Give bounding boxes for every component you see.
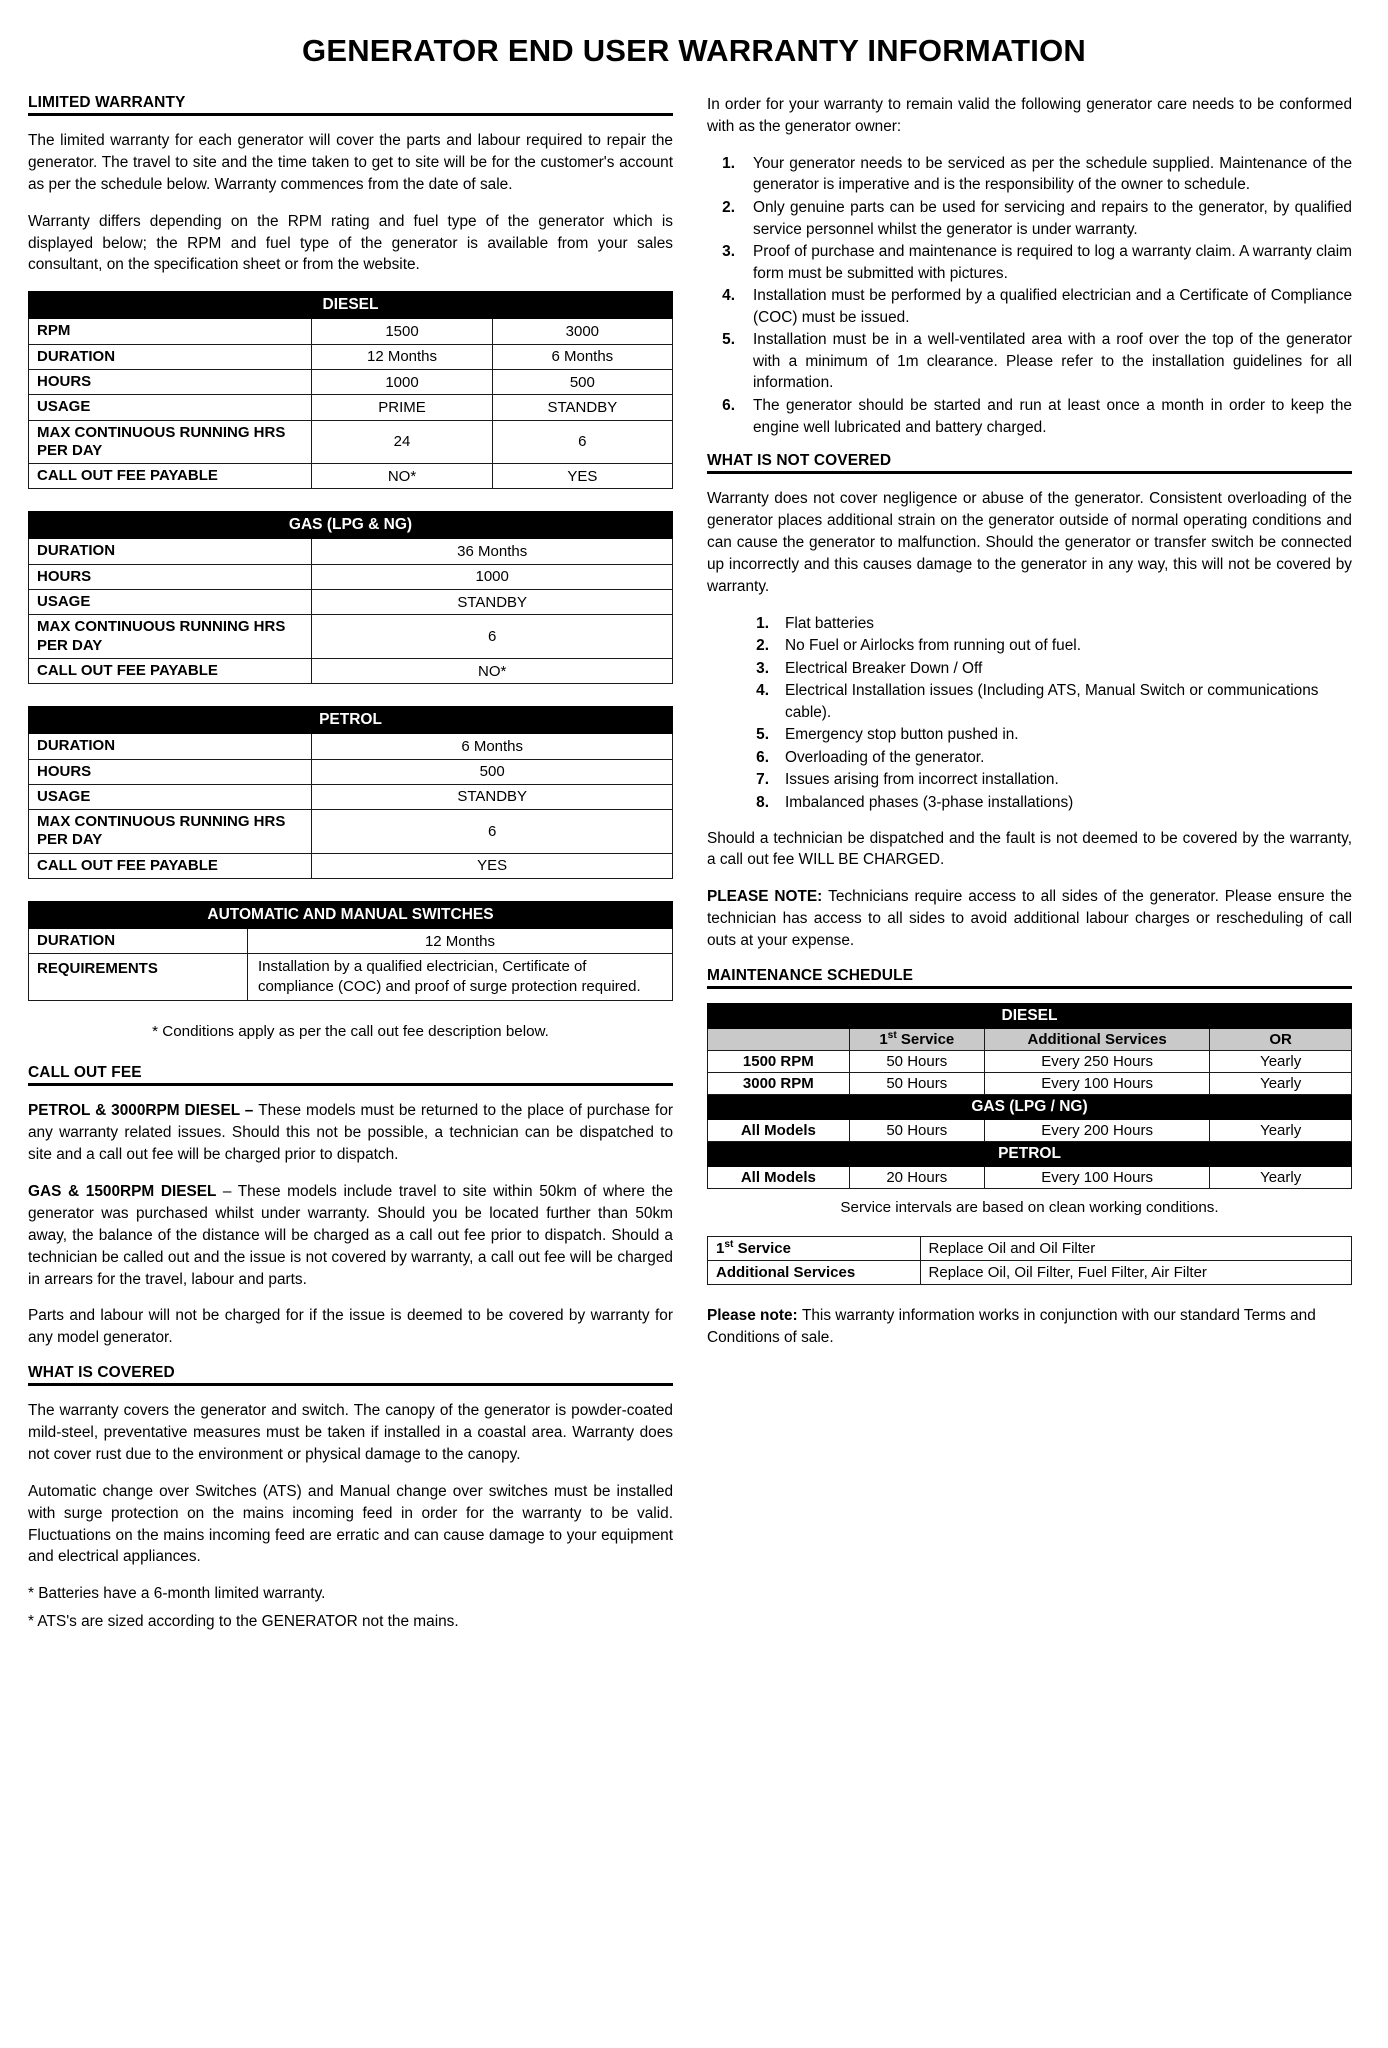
row-label: MAX CONTINUOUS RUNNING HRS PER DAY	[29, 615, 312, 659]
row-label: USAGE	[29, 590, 312, 615]
conditions-footnote: * Conditions apply as per the call out fee description below.	[152, 1023, 549, 1041]
row-label: USAGE	[29, 784, 312, 809]
list-item	[743, 747, 1352, 769]
list-text: Issues arising from incorrect installation.	[785, 771, 1059, 789]
row-label: 1500 RPM	[708, 1050, 850, 1072]
final-note-lead: Please note:	[707, 1306, 802, 1324]
section-divider	[28, 1383, 673, 1386]
table-row	[29, 615, 673, 659]
gas-table-header: GAS (LPG & NG)	[29, 512, 673, 539]
list-number: 6.	[722, 397, 735, 415]
list-number: 3.	[722, 243, 735, 261]
table-row	[29, 590, 673, 615]
petrol-table-header: PETROL	[29, 707, 673, 734]
row-value-3000: YES	[492, 464, 672, 489]
list-text: Electrical Breaker Down / Off	[785, 659, 983, 677]
two-column-layout	[28, 94, 1360, 1633]
cell-additional-services: Every 250 Hours	[984, 1050, 1209, 1072]
table-band-row	[708, 1003, 1352, 1028]
list-text: Proof of purchase and maintenance is required to log a warranty claim. A warranty claim form must be submitted with pictures.	[753, 243, 1352, 282]
call-out-fee-paragraph-1	[28, 1100, 673, 1166]
table-row	[708, 1050, 1352, 1072]
table-row	[29, 954, 673, 1001]
table-row	[29, 853, 673, 878]
row-label: HOURS	[29, 369, 312, 394]
band-petrol: PETROL	[708, 1141, 1352, 1166]
subheader-first-service	[849, 1028, 984, 1050]
first-service-numeral: 1	[716, 1239, 725, 1257]
row-value-1500: 1500	[312, 319, 492, 344]
what-is-covered-paragraph-1: The warranty covers the generator and switch. The canopy of the generator is powder-coated mild-steel, preventative measures must be taken if installed in a coastal area. Warranty does not cover rust due to the environment or physical damage to the canopy.	[28, 1402, 673, 1463]
section-divider	[28, 1083, 673, 1086]
cell-or: Yearly	[1210, 1072, 1352, 1094]
row-value: YES	[312, 853, 673, 878]
table-band-row	[708, 1094, 1352, 1119]
cell-additional-services: Every 200 Hours	[984, 1119, 1209, 1141]
table-header-row	[29, 512, 673, 539]
section-heading-limited-warranty: LIMITED WARRANTY	[28, 94, 186, 112]
table-row	[29, 420, 673, 464]
row-label: MAX CONTINUOUS RUNNING HRS PER DAY	[29, 420, 312, 464]
generator-care-list	[707, 153, 1352, 438]
first-service-ordinal: st	[887, 1029, 897, 1041]
row-label: CALL OUT FEE PAYABLE	[29, 853, 312, 878]
right-column	[707, 94, 1352, 1349]
subheader-or: OR	[1210, 1028, 1352, 1050]
table-row	[29, 395, 673, 420]
table-row	[29, 734, 673, 759]
gas-spec-table	[28, 511, 673, 684]
list-number: 4.	[756, 682, 769, 700]
not-covered-paragraph-1: Warranty does not cover negligence or abuse of the generator. Consistent overloading of the generator places additional strain on the generator outside of normal operating conditions and can cause the generator to malfunction. Should the generator or transfer switch be connected up incorrectly and this causes damage to the generator in any way, this will not be covered by warranty.	[707, 490, 1352, 595]
table-row	[29, 784, 673, 809]
list-number: 7.	[756, 771, 769, 789]
table-row	[29, 928, 673, 953]
service-value-first: Replace Oil and Oil Filter	[920, 1236, 1351, 1260]
diesel-spec-table	[28, 291, 673, 489]
not-covered-list	[743, 613, 1352, 814]
first-service-word: Service	[733, 1239, 791, 1257]
cell-first-service: 20 Hours	[849, 1166, 984, 1188]
cell-or: Yearly	[1210, 1050, 1352, 1072]
row-label: 3000 RPM	[708, 1072, 850, 1094]
service-detail-table	[707, 1236, 1352, 1285]
row-value: 6	[312, 615, 673, 659]
table-subheader-row	[708, 1028, 1352, 1050]
row-value: 1000	[312, 564, 673, 589]
first-service-numeral: 1	[879, 1030, 888, 1048]
call-out-fee-paragraph-3: Parts and labour will not be charged for if the issue is deemed to be covered by warranty for any model generator.	[28, 1307, 673, 1347]
service-value-additional: Replace Oil, Oil Filter, Fuel Filter, Air Filter	[920, 1260, 1351, 1284]
section-divider	[707, 986, 1352, 989]
final-note-text: This warranty information works in conjunction with our standard Terms and Conditions of sale.	[707, 1306, 1316, 1346]
cell-additional-services: Every 100 Hours	[984, 1166, 1209, 1188]
service-intervals-note: Service intervals are based on clean working conditions.	[840, 1198, 1219, 1216]
cell-first-service: 50 Hours	[849, 1119, 984, 1141]
list-item	[743, 769, 1352, 791]
list-number: 6.	[756, 748, 769, 766]
row-label: DURATION	[29, 539, 312, 564]
row-label: HOURS	[29, 564, 312, 589]
list-text: Flat batteries	[785, 614, 874, 632]
list-text: Your generator needs to be serviced as per the schedule supplied. Maintenance of the generator is imperative and is the responsibility of the owner to schedule.	[753, 154, 1352, 194]
list-text: Overloading of the generator.	[785, 748, 985, 766]
list-item	[707, 395, 1352, 438]
table-row	[29, 344, 673, 369]
cell-or: Yearly	[1210, 1119, 1352, 1141]
section-heading-what-is-covered: WHAT IS COVERED	[28, 1364, 175, 1382]
list-text: Emergency stop button pushed in.	[785, 726, 1019, 744]
list-text: No Fuel or Airlocks from running out of fuel.	[785, 637, 1081, 655]
list-number: 2.	[722, 198, 735, 216]
cell-additional-services: Every 100 Hours	[984, 1072, 1209, 1094]
gas-diesel-lead: GAS & 1500RPM DIESEL	[28, 1183, 223, 1201]
table-row	[29, 464, 673, 489]
table-band-row	[708, 1141, 1352, 1166]
table-row	[29, 319, 673, 344]
section-heading-maintenance-schedule: MAINTENANCE SCHEDULE	[707, 966, 914, 984]
list-item	[743, 635, 1352, 657]
row-value: NO*	[312, 658, 673, 683]
not-covered-paragraph-3	[707, 886, 1352, 952]
list-item	[707, 241, 1352, 284]
list-text: Installation must be performed by a qualified electrician and a Certificate of Compliance (COC) must be issued.	[753, 287, 1352, 326]
table-row	[29, 369, 673, 394]
list-item	[743, 613, 1352, 635]
call-out-fee-paragraph-2	[28, 1181, 673, 1290]
limited-warranty-paragraph-1: The limited warranty for each generator will cover the parts and labour required to repair the generator. The travel to site and the time taken to get to site will be for the customer's account as per the schedule below. Warranty commences from the date of sale.	[28, 132, 673, 193]
list-number: 8.	[756, 794, 769, 812]
switches-spec-table	[28, 901, 673, 1001]
list-text: Imbalanced phases (3-phase installations)	[785, 794, 1074, 812]
please-note-text: Technicians require access to all sides of the generator. Please ensure the technician has access to all sides to avoid additional labour charges or rescheduling of call outs at your expense.	[707, 888, 1352, 950]
row-value: 36 Months	[312, 539, 673, 564]
list-number: 1.	[756, 614, 769, 632]
service-key-first	[708, 1236, 921, 1260]
list-item	[743, 792, 1352, 814]
page-title: GENERATOR END USER WARRANTY INFORMATION	[302, 33, 1086, 68]
what-is-covered-paragraph-2: Automatic change over Switches (ATS) and Manual change over switches must be installed with surge protection on the mains incoming feed in order for the warranty to be valid. Fluctuations on the mains incoming feed are erratic and can cause damage to your equipment and electrical appliances.	[28, 1482, 673, 1566]
diesel-table-header: DIESEL	[29, 292, 673, 319]
petrol-diesel-text: These models must be returned to the place of purchase for any warranty related issues. Should this not be possible, a technician can be dispatched to site and a call out fee will be charged prior to dispatch.	[28, 1102, 674, 1164]
band-gas: GAS (LPG / NG)	[708, 1094, 1352, 1119]
petrol-diesel-lead: PETROL & 3000RPM DIESEL –	[28, 1102, 259, 1120]
section-heading-what-is-not-covered: WHAT IS NOT COVERED	[707, 452, 892, 470]
table-row	[29, 810, 673, 854]
list-text: The generator should be started and run at least once a month in order to keep the engine well lubricated and battery charged.	[753, 397, 1352, 436]
row-value: 12 Months	[247, 928, 672, 953]
table-row	[708, 1119, 1352, 1141]
table-row	[708, 1260, 1352, 1284]
row-label: DURATION	[29, 928, 248, 953]
row-value-1500: PRIME	[312, 395, 492, 420]
list-number: 5.	[722, 331, 735, 349]
section-divider	[28, 113, 673, 116]
petrol-spec-table	[28, 706, 673, 879]
table-row	[29, 539, 673, 564]
row-label: DURATION	[29, 344, 312, 369]
table-row	[29, 658, 673, 683]
list-text: Electrical Installation issues (Including ATS, Manual Switch or communications cable).	[785, 682, 1319, 721]
list-item	[743, 658, 1352, 680]
list-text: Only genuine parts can be used for servicing and repairs to the generator, by qualified service personnel whilst the generator is under warranty.	[753, 198, 1352, 238]
row-value: 6 Months	[312, 734, 673, 759]
band-diesel: DIESEL	[708, 1003, 1352, 1028]
service-key-additional: Additional Services	[708, 1260, 921, 1284]
cell-first-service: 50 Hours	[849, 1072, 984, 1094]
first-service-ordinal: st	[724, 1238, 734, 1250]
list-number: 1.	[722, 154, 735, 172]
list-item	[707, 329, 1352, 394]
list-item	[707, 153, 1352, 196]
row-label: MAX CONTINUOUS RUNNING HRS PER DAY	[29, 810, 312, 854]
first-service-word: Service	[896, 1030, 955, 1048]
gas-diesel-text: – These models include travel to site within 50km of where the generator was purchased whilst under warranty. Should you be located further than 50km away, the balance of the distance will be charged as a call out fee prior to dispatch. Should a technician be called out and the issue is not covered by warranty, a call out fee will be charged in arrears for the travel, labour and parts.	[28, 1183, 673, 1288]
warranty-validity-intro: In order for your warranty to remain valid the following generator care needs to be conformed with as the generator owner:	[707, 96, 1352, 135]
subheader-blank	[708, 1028, 850, 1050]
list-item	[707, 285, 1352, 328]
list-number: 3.	[756, 659, 769, 677]
row-value-1500: 1000	[312, 369, 492, 394]
table-header-row	[29, 292, 673, 319]
final-note-paragraph	[707, 1305, 1352, 1349]
row-label: DURATION	[29, 734, 312, 759]
row-label: REQUIREMENTS	[29, 954, 248, 1001]
row-value-3000: 3000	[492, 319, 672, 344]
row-value: 6	[312, 810, 673, 854]
row-label: CALL OUT FEE PAYABLE	[29, 658, 312, 683]
row-value: STANDBY	[312, 590, 673, 615]
row-label: All Models	[708, 1119, 850, 1141]
row-value-3000: STANDBY	[492, 395, 672, 420]
row-value: 500	[312, 759, 673, 784]
row-value-3000: 6	[492, 420, 672, 464]
row-label: USAGE	[29, 395, 312, 420]
row-value-1500: 24	[312, 420, 492, 464]
table-header-row	[29, 707, 673, 734]
row-value-3000: 6 Months	[492, 344, 672, 369]
cell-or: Yearly	[1210, 1166, 1352, 1188]
not-covered-paragraph-2: Should a technician be dispatched and the fault is not deemed to be covered by the warranty, a call out fee WILL BE CHARGED.	[707, 829, 1352, 869]
row-value: Installation by a qualified electrician, Certificate of compliance (COC) and proof of surge protection required.	[247, 954, 672, 1001]
left-column	[28, 94, 673, 1633]
row-value-1500: NO*	[312, 464, 492, 489]
list-number: 2.	[756, 637, 769, 655]
covered-footnote-ats: * ATS's are sized according to the GENERATOR not the mains.	[28, 1613, 459, 1631]
section-heading-call-out-fee: CALL OUT FEE	[28, 1064, 142, 1082]
table-row	[29, 759, 673, 784]
list-text: Installation must be in a well-ventilated area with a roof over the top of the generator with a minimum of 1m clearance. Please refer to the installation guidelines for all information.	[753, 331, 1352, 392]
row-label: All Models	[708, 1166, 850, 1188]
row-label: CALL OUT FEE PAYABLE	[29, 464, 312, 489]
table-row	[708, 1072, 1352, 1094]
maintenance-schedule-table	[707, 1003, 1352, 1189]
list-number: 4.	[722, 287, 735, 305]
list-item	[743, 680, 1352, 723]
row-value: STANDBY	[312, 784, 673, 809]
list-item	[707, 197, 1352, 240]
switches-table-header: AUTOMATIC AND MANUAL SWITCHES	[29, 901, 673, 928]
list-number: 5.	[756, 726, 769, 744]
cell-first-service: 50 Hours	[849, 1050, 984, 1072]
list-item	[743, 724, 1352, 746]
limited-warranty-paragraph-2: Warranty differs depending on the RPM rating and fuel type of the generator which is displayed below; the RPM and fuel type of the generator is available from your sales consultant, on the specification sheet or from the website.	[28, 212, 673, 274]
table-header-row	[29, 901, 673, 928]
section-divider	[707, 471, 1352, 474]
covered-footnote-batteries: * Batteries have a 6-month limited warranty.	[28, 1585, 326, 1603]
subheader-additional-services: Additional Services	[984, 1028, 1209, 1050]
row-value-1500: 12 Months	[312, 344, 492, 369]
row-label: RPM	[29, 319, 312, 344]
table-row	[708, 1236, 1352, 1260]
table-row	[708, 1166, 1352, 1188]
row-value-3000: 500	[492, 369, 672, 394]
please-note-lead: PLEASE NOTE:	[707, 888, 829, 906]
row-label: HOURS	[29, 759, 312, 784]
table-row	[29, 564, 673, 589]
